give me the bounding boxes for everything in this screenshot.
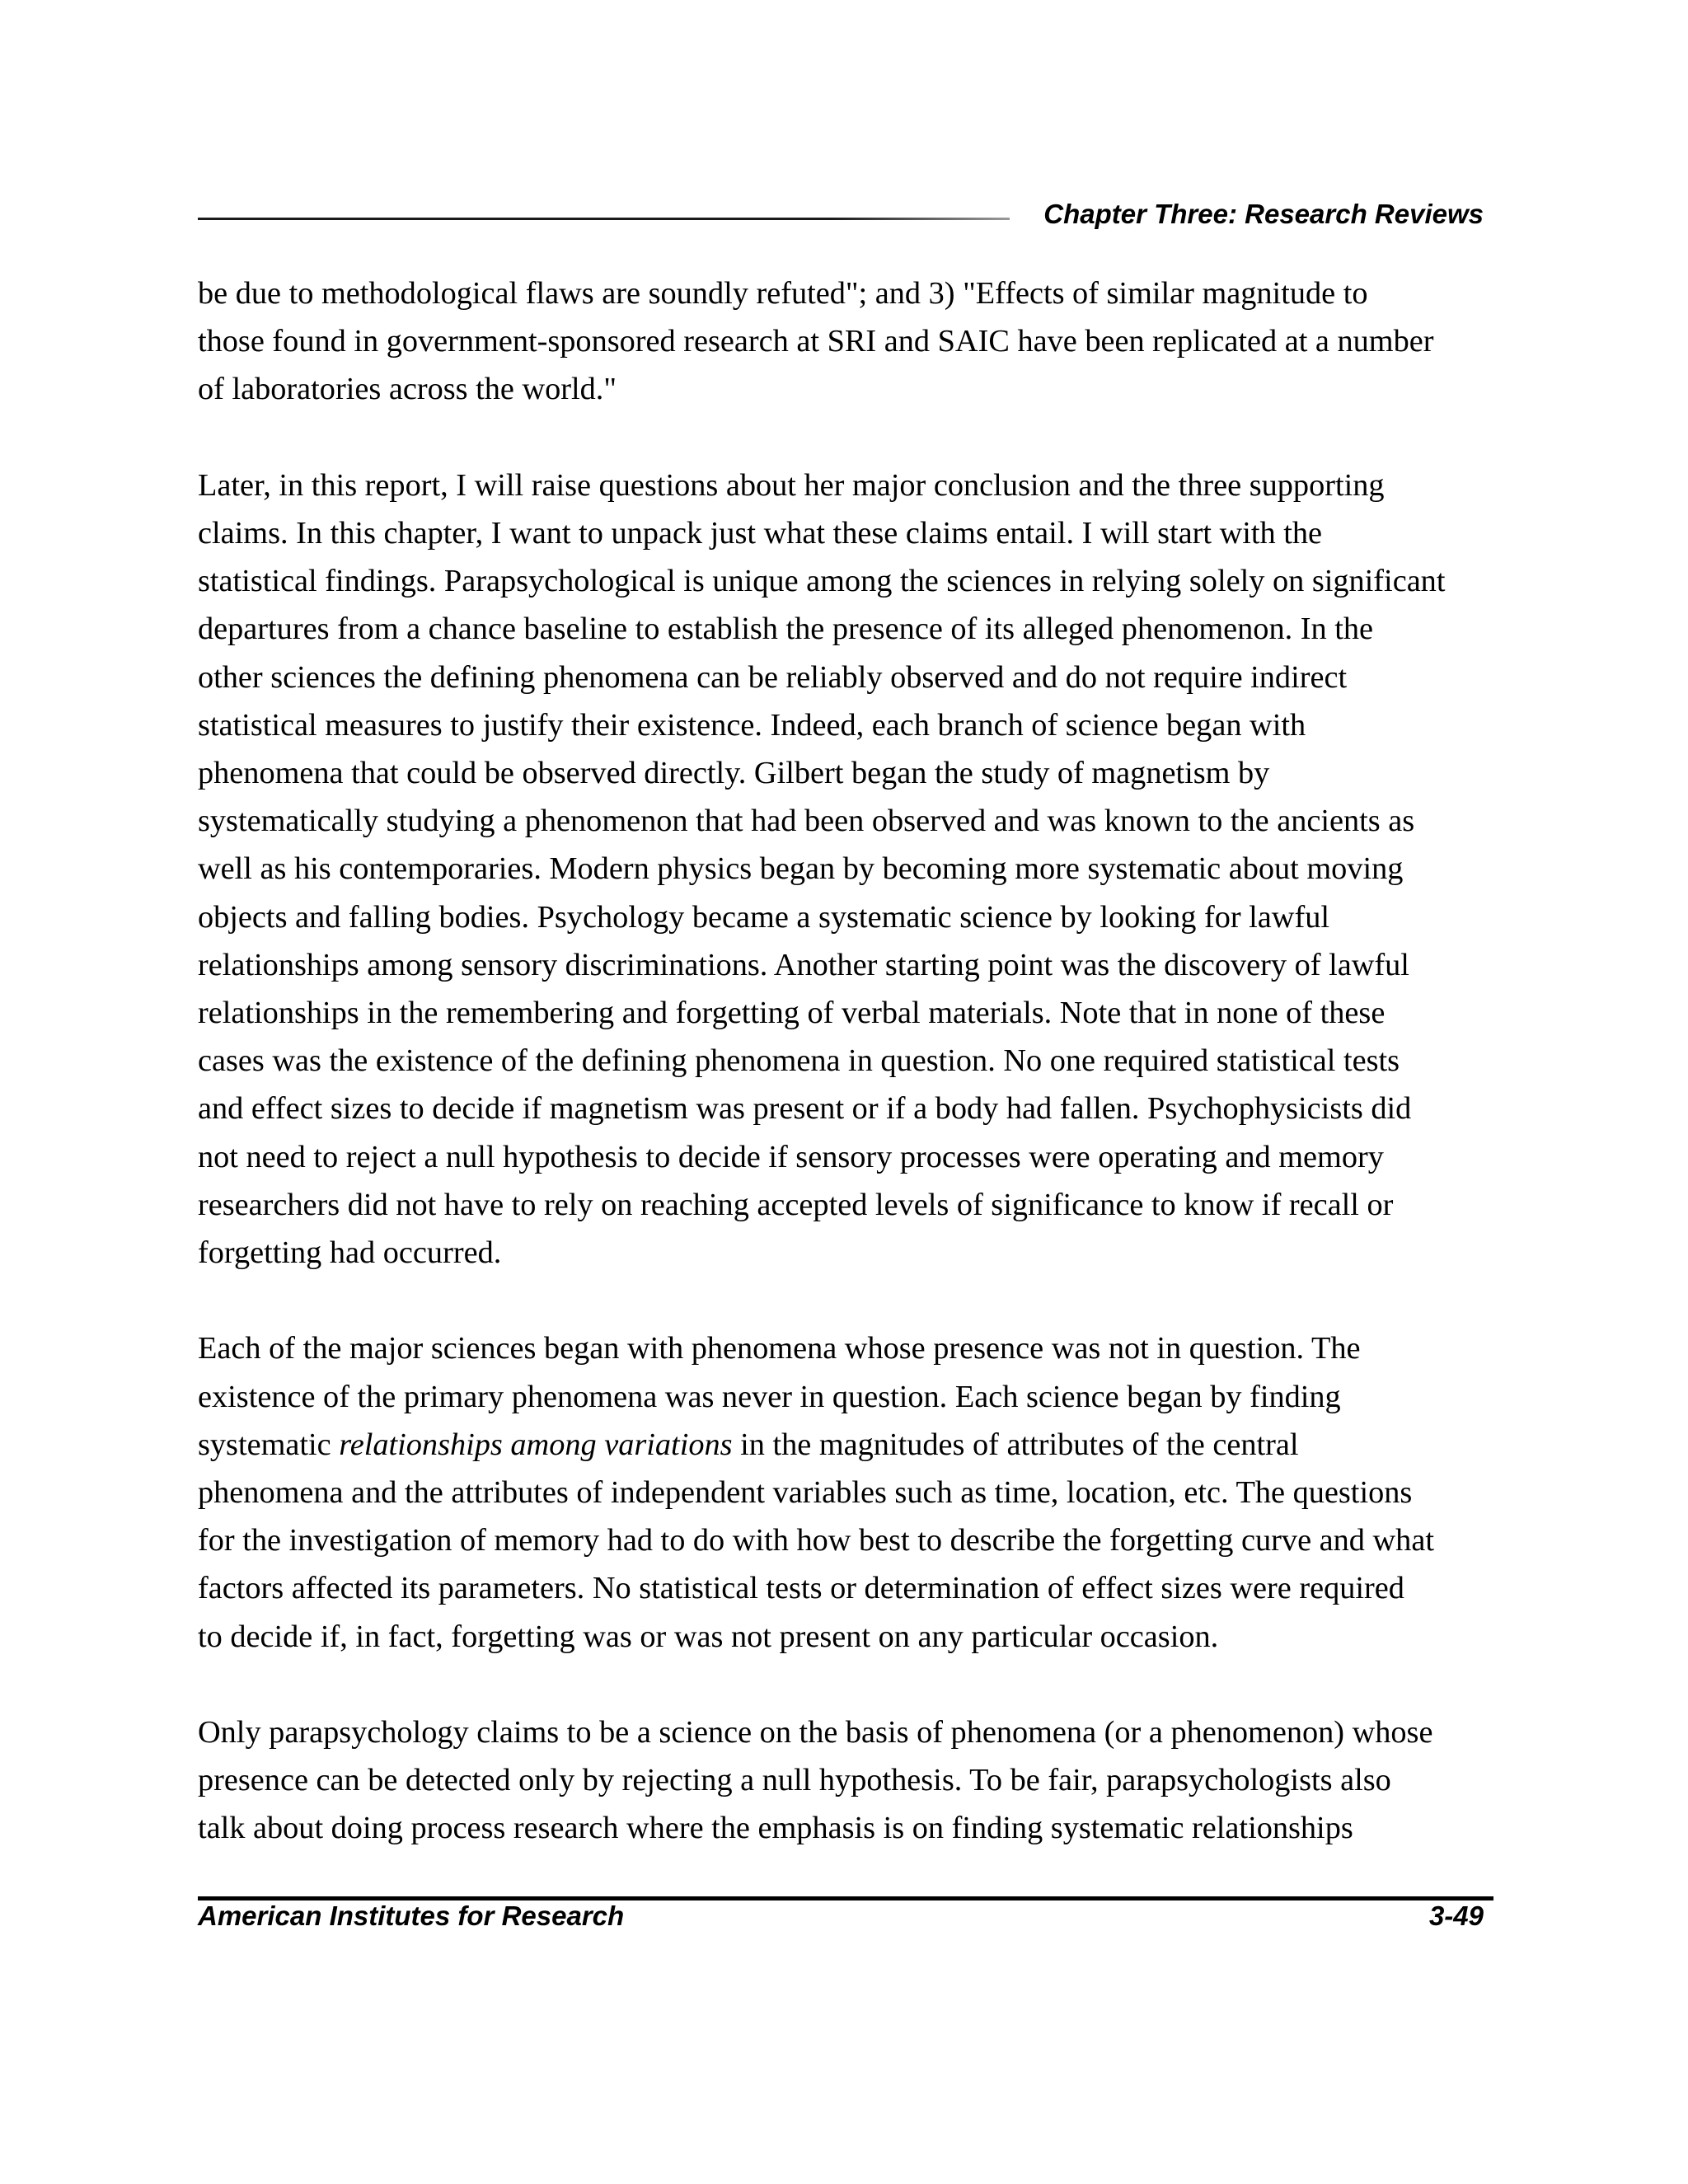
text-line [198,1421,1493,1469]
text-line: departures from a chance baseline to establish the presence of its alleged phenomenon. In the [198,612,1374,647]
text-line: relationships among sensory discriminations. Another starting point was the discovery of lawful [198,947,1409,982]
text-line: not need to reject a null hypothesis to decide if sensory processes were operating and memory [198,1139,1384,1174]
text-line: relationships in the remembering and forgetting of verbal materials. Note that in none of these [198,996,1386,1031]
text-line: forgetting had occurred. [198,1235,502,1271]
text-line: of laboratories across the world." [198,372,617,407]
paragraph [198,462,1493,1277]
text-line: objects and falling bodies. Psychology became a systematic science by looking for lawful [198,899,1330,935]
text-line: statistical findings. Parapsychological is unique among the sciences in relying solely on significant [198,564,1446,599]
text-line: talk about doing process research where the emphasis is on finding systematic relationships [198,1811,1353,1846]
chapter-title: Chapter Three: Research Reviews [1043,199,1484,229]
text-line: well as his contemporaries. Modern physics began by becoming more systematic about moving [198,851,1404,887]
text-line: Only parapsychology claims to be a science on the basis of phenomena (or a phenomenon) whose [198,1715,1433,1750]
text-line: other sciences the defining phenomena can be reliably observed and do not require indirect [198,659,1348,695]
text-segment: systematic [198,1427,340,1462]
text-line: researchers did not have to rely on reaching accepted levels of significance to know if recall or [198,1187,1394,1222]
paragraph [198,1324,1493,1660]
text-line: and effect sizes to decide if magnetism was present or if a body had fallen. Psychophysicists did [198,1091,1412,1127]
text-line: for the investigation of memory had to do with how best to describe the forgetting curve and what [198,1523,1434,1558]
text-line: systematically studying a phenomenon that had been observed and was known to the ancients as [198,804,1415,839]
page-number: 3-49 [1428,1900,1484,1931]
text-line: to decide if, in fact, forgetting was or was not present on any particular occasion. [198,1619,1219,1654]
body-text [198,269,1493,1853]
text-line: those found in government-sponsored research at SRI and SAIC have been replicated at a number [198,324,1434,359]
text-segment: in the magnitudes of attributes of the central [732,1427,1299,1462]
text-line: Each of the major sciences began with phenomena whose presence was not in question. The [198,1331,1361,1366]
text-line: factors affected its parameters. No statistical tests or determination of effect sizes were required [198,1571,1404,1606]
text-line: be due to methodological flaws are soundly refuted"; and 3) "Effects of similar magnitude to [198,276,1368,311]
header-rule [198,218,1010,220]
paragraph [198,269,1493,414]
footer-organization: American Institutes for Research [198,1900,625,1931]
italic-phrase: relationships among variations [339,1427,733,1462]
text-line: cases was the existence of the defining phenomena in question. No one required statistical tests [198,1043,1400,1079]
text-line: phenomena and the attributes of independent variables such as time, location, etc. The questions [198,1475,1413,1511]
text-line: presence can be detected only by rejecting a null hypothesis. To be fair, parapsychologists also [198,1763,1391,1798]
text-line: existence of the primary phenomena was never in question. Each science began by finding [198,1379,1341,1414]
text-line: phenomena that could be observed directly. Gilbert began the study of magnetism by [198,756,1270,791]
paragraph [198,1708,1493,1853]
text-line: statistical measures to justify their existence. Indeed, each branch of science began with [198,707,1306,743]
text-line: Later, in this report, I will raise questions about her major conclusion and the three supporting [198,467,1385,503]
text-line: claims. In this chapter, I want to unpack just what these claims entail. I will start with the [198,516,1323,551]
